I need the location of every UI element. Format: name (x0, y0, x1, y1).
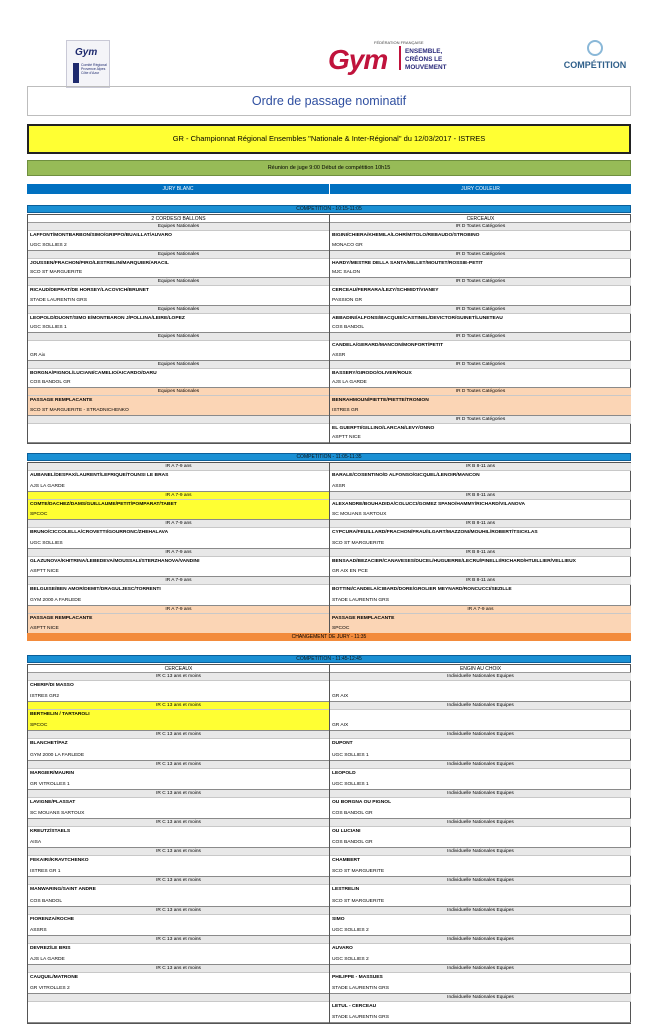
entry-club: COS BANDOL GR (332, 810, 373, 816)
entry-gymnasts: DUPONT (332, 741, 353, 747)
entry-gymnasts: AUBANEL/DESPAX/LAURENT/LEFRIQUE/TOUNSI LE BRAS (30, 473, 169, 478)
entry-category: IR D Toutes Catégories (330, 251, 631, 259)
entry-gymnasts: RICAUD/DEPRAT/DE HORSEY/LACOVICH/BRUNET (30, 288, 149, 293)
entry-club: ASSR (332, 352, 346, 358)
entry-gymnasts: OU BORGNA OU PIGNOL (332, 799, 392, 805)
entry-gymnasts: LAFFONT/MONTBARBON/SIMO/GRIPPO/BUAILLAT/AUVARO (30, 233, 172, 238)
jury-blanc-column (28, 463, 330, 634)
entry-category: Individuelle Nationales Equipes (330, 673, 631, 681)
entry-category: Individuelle Nationales Equipes (330, 761, 631, 769)
entry-club: UGC SOLLIES 2 (332, 956, 369, 962)
apparatus-header: ENGIN AU CHOIX (330, 665, 631, 673)
entry-gymnasts: HARDY/MESTRE DELLA SANTA/MILLET/MOUTET/ROSSIE-PETIT (332, 260, 483, 266)
team-entry (330, 994, 631, 1023)
team-entry (28, 936, 329, 965)
entry-category: IR B 8-11 ans (330, 492, 631, 500)
session-table (27, 214, 631, 444)
logo-left-mark: Gym (75, 47, 98, 58)
entry-category: IR A 7-9 ans (28, 577, 329, 585)
team-entry (28, 520, 329, 549)
team-entry (28, 251, 329, 279)
team-entry (28, 877, 329, 906)
competition-logo (560, 40, 630, 80)
team-entry (28, 463, 329, 492)
team-entry (330, 306, 631, 334)
entry-category: IR D Toutes Catégories (330, 416, 631, 424)
entry-club: ISTRES GR2 (30, 694, 60, 700)
session-table (27, 462, 631, 634)
entry-club: GR VITROLLES 1 (30, 781, 70, 787)
regional-committee-logo (66, 40, 110, 88)
jury-couleur-column (330, 215, 631, 444)
entry-club: AJS LA GARDE (30, 483, 65, 489)
entry-gymnasts: PASSAGE REMPLACANTE (30, 398, 93, 403)
entry-club: STADE LAURENTIN GRS (332, 597, 389, 603)
entry-gymnasts: AUVARO (332, 945, 353, 951)
entry-category: IR A 7-9 ans (28, 463, 329, 471)
entry-category: IR D Toutes Catégories (330, 361, 631, 369)
team-entry (330, 278, 631, 306)
entry-club: SCO ST MARGUERITE (332, 898, 385, 904)
entry-category: IR B 8-11 ans (330, 520, 631, 528)
entry-club: SCO ST MARGUERITE (332, 540, 385, 546)
entry-club: AJS LA GARDE (332, 380, 367, 385)
entry-club: GR Aix (30, 352, 46, 358)
team-entry (330, 702, 631, 731)
team-entry (330, 673, 631, 702)
entry-club: UGC SOLLIES 1 (30, 325, 67, 330)
entry-gymnasts: COMTE/DACHEZ/DAMS/GUILLAUME/PETIT/POMPARAT/TABET (30, 501, 177, 507)
entry-gymnasts: PASSAGE REMPLACANTE (30, 615, 93, 621)
entry-club: PASSION GR (332, 297, 363, 303)
team-entry (28, 907, 329, 936)
jury-blanc-header: JURY BLANC (27, 184, 329, 194)
entry-club: GR VITROLLES 2 (30, 986, 70, 992)
entry-category: Individuelle Nationales Equipes (330, 702, 631, 710)
entry-club: SC MOUANS SARTOUX (332, 512, 387, 517)
entry-club: SCO ST MARGUERITE (332, 869, 385, 875)
entry-category: IR D Toutes Catégories (330, 306, 631, 314)
team-entry (330, 223, 631, 251)
entry-category (28, 994, 329, 1002)
team-entry (28, 673, 329, 702)
entry-club: STADE LAURENTIN GRS (30, 297, 87, 303)
entry-gymnasts: ABBADINI/ALFONSI/BACQUIE/CASTINEL/DEVICTOR/GUINET/LUNETEAU (332, 315, 503, 321)
team-entry (28, 994, 329, 1023)
entry-category: IR A 7-9 ans (28, 549, 329, 557)
entry-category: IR C 13 ans et moins (28, 936, 329, 944)
session-title: COMPETITION - 11:45-12:45 (27, 655, 631, 663)
entry-gymnasts: ALEXANDRE/BOUHADIDA/COLUCCI/GOMEZ SPANO/HAMMY/RICHARD/VILANOVA (332, 501, 525, 507)
entry-category: Individuelle Nationales Equipes (330, 994, 631, 1002)
team-entry (28, 848, 329, 877)
entry-gymnasts: OU LUCIANI (332, 828, 361, 834)
team-entry (28, 223, 329, 251)
entry-category: Individuelle Nationales Equipes (330, 877, 631, 885)
entry-category: Individuelle Nationales Equipes (330, 731, 631, 739)
entry-category: IR C 13 ans et moins (28, 790, 329, 798)
entry-category: Equipes Nationales (28, 306, 329, 314)
entry-category: IR D Toutes Catégories (330, 388, 631, 396)
entry-category: Equipes Nationales (28, 333, 329, 341)
entry-club: COS BANDOL GR (332, 840, 373, 846)
entry-gymnasts: BERTHELIN / TARTAROLI (30, 712, 90, 718)
entry-gymnasts: BORGNA/PIGNOL/LUCIANI/CAMELIO/AICARDO/DARU (30, 370, 157, 376)
apparatus-header: 2 CORDES/3 BALLONS (28, 215, 329, 223)
team-entry (330, 936, 631, 965)
entry-category: IR C 13 ans et moins (28, 673, 329, 681)
entry-category: IR A 7-9 ans (28, 492, 329, 500)
team-entry (330, 606, 631, 635)
entry-gymnasts: LAVIGNE/PLASSAT (30, 799, 76, 805)
entry-club: ASPTT NICE (332, 435, 361, 440)
entry-gymnasts: MANWARING/SAINT ANDRE (30, 887, 96, 893)
team-entry (330, 819, 631, 848)
jury-change-bar: CHANGEMENT DE JURY - 11:35 (27, 633, 631, 641)
page-title: Ordre de passage nominatif (27, 86, 631, 116)
team-entry (28, 549, 329, 578)
entry-category: IR D Toutes Catégories (330, 278, 631, 286)
entry-club: STADE LAURENTIN GRS (332, 986, 389, 992)
entry-gymnasts: PASSAGE REMPLACANTE (332, 615, 395, 621)
team-entry (28, 790, 329, 819)
team-entry (28, 278, 329, 306)
entry-category: Equipes Nationales (28, 278, 329, 286)
team-entry (28, 306, 329, 334)
logo-center-small: FÉDÉRATION FRANÇAISE (374, 40, 424, 45)
entry-category: IR C 13 ans et moins (28, 731, 329, 739)
entry-club: ASSRS (30, 927, 47, 933)
team-entry (330, 251, 631, 279)
entry-club: AJS LA GARDE (30, 956, 65, 962)
jury-couleur-column (330, 665, 631, 1024)
entry-gymnasts: FIORENZA/ROCHE (30, 916, 75, 922)
entry-gymnasts: BELGUISE/BEN AMOR/DEMIT/DRAGULJESC/TORRENTI (30, 587, 161, 592)
entry-category: Individuelle Nationales Equipes (330, 848, 631, 856)
entry-gymnasts: CERCEAU/FERRARA/LEZY/SCHMIDT/VIANEY (332, 288, 439, 293)
team-entry (28, 492, 329, 521)
event-banner: GR - Championnat Régional Ensembles "Nationale & Inter-Régional" du 12/03/2017 - ISTRES (27, 124, 631, 154)
entry-gymnasts: BLANCHET/PAZ (30, 741, 68, 747)
apparatus-header: CERCEAUX (330, 215, 631, 223)
entry-category: IR C 13 ans et moins (28, 761, 329, 769)
team-entry (28, 388, 329, 416)
entry-category: IR A 7-9 ans (28, 520, 329, 528)
entry-category: IR C 13 ans et moins (28, 819, 329, 827)
entry-club: SCO ST MARGUERITE - STRADNICHENKO (30, 407, 129, 413)
apparatus-header: CERCEAUX (28, 665, 329, 673)
entry-category (28, 416, 329, 424)
entry-category: Individuelle Nationales Equipes (330, 819, 631, 827)
entry-club: ASPTT NICE (30, 626, 59, 631)
entry-gymnasts: LEOPOLD/DUONT/SIMO E/MONTBARON J/POLLINA/LEIRE/LOPEZ (30, 315, 185, 321)
team-entry (330, 965, 631, 994)
entry-gymnasts: CHERIF/DI MASSO (30, 683, 74, 688)
team-entry (28, 761, 329, 790)
entry-gymnasts: BENRAHMOUN/PIETTE/PIETTE/TRONION (332, 398, 429, 403)
entry-category: Equipes Nationales (28, 251, 329, 259)
entry-club: GR AIX EN PCE (332, 569, 368, 574)
entry-gymnasts: LETUL - CERCEAU (332, 1004, 377, 1010)
entry-club: STADE LAURENTIN GRS (332, 1015, 389, 1021)
entry-club: SPCOC (332, 626, 350, 631)
entry-category: IR B 8-11 ans (330, 577, 631, 585)
session-title: COMPETITION - 10:15-11:05 (27, 205, 631, 213)
entry-gymnasts: SIMO (332, 916, 345, 922)
logo-slogan-1: ENSEMBLE, (405, 48, 443, 55)
entry-club: UGC SOLLIES 2 (332, 927, 369, 933)
entry-gymnasts: CANDELA/GERARD/MANCON/MONFORT/PETIT (332, 343, 444, 348)
entry-gymnasts: CHAMBERT (332, 858, 360, 864)
entry-category: Individuelle Nationales Equipes (330, 965, 631, 973)
team-entry (28, 416, 329, 444)
entry-club: MJC SALON (332, 270, 360, 275)
entry-club: UGC SOLLIES 1 (332, 752, 369, 758)
logo-center-mark: Gym (328, 44, 388, 75)
logo-right-text: COMPÉTITION (563, 60, 627, 70)
jury-couleur-header: JURY COULEUR (330, 184, 631, 194)
entry-category: IR C 13 ans et moins (28, 877, 329, 885)
entry-gymnasts: BARALE/COSENTINO/D ALFONSO/GICQUEL/LENOIR/MANCON (332, 473, 480, 478)
entry-gymnasts: KREUTZ/STAELS (30, 828, 71, 834)
entry-gymnasts: BIGINI/CHIERA/KHEMILA/LOHR/MITOLO/REBAUDO/STROBINO (332, 233, 480, 238)
entry-category: Equipes Nationales (28, 388, 329, 396)
entry-club: ASSR (332, 483, 346, 489)
jury-blanc-column (28, 665, 330, 1024)
team-entry (28, 606, 329, 635)
entry-gymnasts: PHILIPPE - MASSUES (332, 974, 383, 980)
team-entry (330, 416, 631, 444)
entry-gymnasts: BASSERY/GIRODO/OLIVER/ROUX (332, 370, 412, 376)
entry-club: GR AIX (332, 723, 349, 729)
entry-club: ISTRES GR (332, 407, 359, 413)
entry-gymnasts: MARGIER/MAURIN (30, 770, 75, 776)
jury-couleur-column (330, 463, 631, 634)
team-entry (330, 520, 631, 549)
team-entry (330, 577, 631, 606)
team-entry (330, 790, 631, 819)
entry-category: IR A 7-9 ans (28, 606, 329, 614)
team-entry (330, 907, 631, 936)
team-entry (28, 361, 329, 389)
entry-club: AISA (30, 840, 42, 846)
entry-club: UGC SOLLIES 2 (30, 242, 67, 248)
entry-category: IR B 8-11 ans (330, 463, 631, 471)
entry-category: IR D Toutes Catégories (330, 333, 631, 341)
team-entry (28, 577, 329, 606)
entry-club: COS BANDOL GR (30, 380, 71, 385)
entry-club: GYM 2000 A FARLEDE (30, 597, 82, 603)
team-entry (330, 877, 631, 906)
entry-category: Equipes Nationales (28, 361, 329, 369)
entry-gymnasts: JOUSSEN/FRACHON/PIRO/LESTRELIN/MARQUIER/ARACIL (30, 260, 169, 266)
entry-club: COS BANDOL (332, 325, 365, 330)
team-entry (330, 731, 631, 760)
team-entry (330, 492, 631, 521)
entry-category: Equipes Nationales (28, 223, 329, 231)
entry-gymnasts: BRUNO/CICCOLELLA/CROVETTI/GOURRONC/ZHEHALAVA (30, 530, 169, 535)
entry-club: COS BANDOL (30, 898, 63, 904)
entry-club: UGC SOLLIES (30, 540, 63, 546)
team-entry (28, 819, 329, 848)
entry-category: IR A 7-9 ans (330, 606, 631, 614)
entry-category: IR C 13 ans et moins (28, 702, 329, 710)
entry-club: MONACO GR (332, 242, 363, 248)
entry-category: IR C 13 ans et moins (28, 848, 329, 856)
entry-gymnasts: EL GUERFTI/GILLINO/LARCAN/LEVY/ONNO (332, 425, 435, 431)
session-table (27, 664, 631, 1024)
team-entry (28, 702, 329, 731)
team-entry (330, 761, 631, 790)
entry-gymnasts: FEKAIRI/KRAVTCHENKO (30, 858, 89, 864)
entry-gymnasts: LESTRELIN (332, 887, 360, 893)
team-entry (330, 361, 631, 389)
logo-slogan-2: CRÉONS LE MOUVEMENT (405, 56, 447, 71)
entry-club: SPCOC (30, 512, 48, 517)
competition-emblem-icon (584, 37, 607, 60)
entry-club: GYM 2000 LA FARLEDE (30, 752, 85, 758)
entry-category: IR B 8-11 ans (330, 549, 631, 557)
ffgym-logo (328, 38, 483, 82)
jury-blanc-column (28, 215, 330, 444)
entry-category: Individuelle Nationales Equipes (330, 936, 631, 944)
entry-club: ISTRES GR 1 (30, 869, 61, 875)
team-entry (330, 463, 631, 492)
team-entry (330, 388, 631, 416)
team-entry (330, 848, 631, 877)
entry-gymnasts: CYPCURA/FEUILLARD/FRACHON/FRAU/ILGART/MAZZONI/MOUHIL/ROBERT/TSICKLAS (332, 530, 538, 535)
logo-left-text: Comité Régional Provence Alpes Côte d'Azur (81, 63, 107, 75)
entry-gymnasts: LEOPOLD (332, 770, 356, 776)
team-entry (28, 731, 329, 760)
entry-club: SC MOUANS SARTOUX (30, 810, 85, 816)
entry-club: SPCOC (30, 723, 48, 729)
entry-category: Individuelle Nationales Equipes (330, 907, 631, 915)
entry-club: ASPTT NICE (30, 569, 59, 574)
entry-club: GR AIX (332, 694, 349, 700)
entry-club: UGC SOLLIES 1 (332, 781, 369, 787)
team-entry (28, 333, 329, 361)
team-entry (28, 965, 329, 994)
entry-gymnasts: DEVREZ/LE BRIS (30, 945, 71, 951)
entry-gymnasts: BENSAAD/BEZACIER/CANAVESES/DUCEL/HUGUERRE/LECRU/PINELLI/RICHARD/HTUILLIER/VELLIEUX (332, 558, 576, 564)
entry-gymnasts: CAUQUIL/MATRONE (30, 974, 78, 980)
session-title: COMPETITION - 11:05-11:35 (27, 453, 631, 461)
entry-club: SCO ST MARGUERITE (30, 270, 83, 275)
entry-gymnasts: BOTTINI/CANDELA/CIBARD/DORE/GROLIER MEYNARD/RONCUCCI/SEZILLE (332, 587, 512, 592)
entry-category: Individuelle Nationales Equipes (330, 790, 631, 798)
entry-category: IR C 13 ans et moins (28, 965, 329, 973)
team-entry (330, 549, 631, 578)
meeting-info: Réunion de juge 9:00 Début de compétition 10h15 (27, 160, 631, 176)
entry-category: IR C 13 ans et moins (28, 907, 329, 915)
team-entry (330, 333, 631, 361)
entry-category: IR D Toutes Catégories (330, 223, 631, 231)
entry-gymnasts: GLAZUNOVA/KHITRINA/LEBEDEVA/MOUSSALI/STERZHANOVA/VANDINI (30, 558, 200, 564)
